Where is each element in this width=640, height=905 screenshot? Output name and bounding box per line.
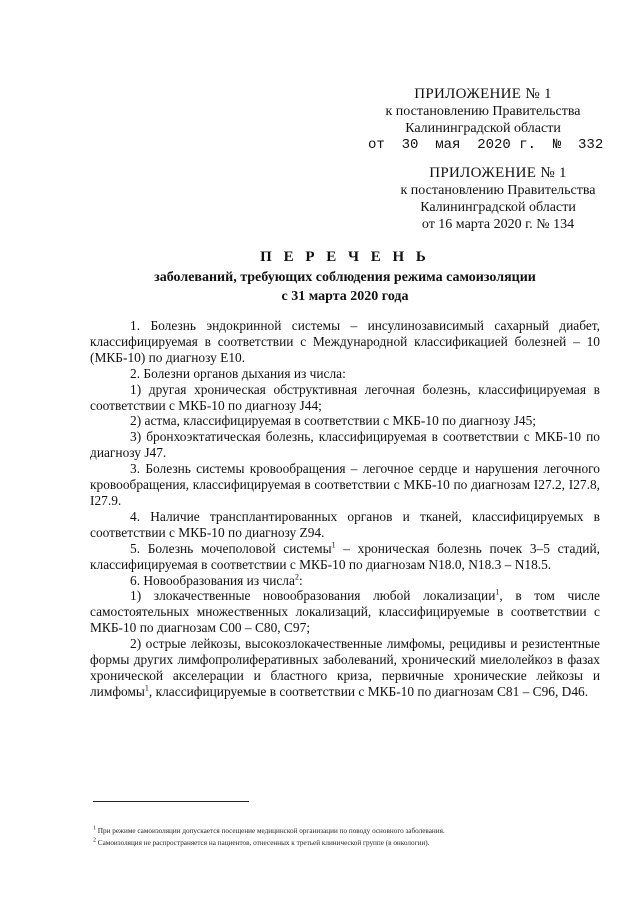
appendix-header-original: [383, 165, 613, 233]
list-item: [90, 573, 600, 589]
item-text: , в том числе самостоятельных множественных локализаций, классифицируемые в соответствии с МКБ-10 по диагнозам С00 – С80, С97;: [90, 588, 600, 636]
title-date: с 31 марта 2020 года: [281, 289, 409, 304]
footnote: [93, 837, 593, 849]
list-item: [90, 588, 600, 636]
appendix-line: к постановлению Правительства: [385, 104, 581, 119]
footnote-text: Самоизоляция не распространяется на пациентов, отнесенных к третьей клинической группе (в онкологии).: [96, 839, 430, 847]
item-text: :: [298, 572, 303, 588]
item-text: 5. Болезнь мочеполовой системы: [130, 540, 332, 556]
disease-list: [90, 318, 600, 700]
footnote-ref: 2: [294, 572, 299, 582]
footnote-mark: 1: [93, 825, 96, 832]
footnote: [93, 825, 593, 837]
footnotes: [93, 825, 593, 849]
footnote-ref: 1: [144, 683, 149, 693]
footnote-text: При режиме самоизоляции допускается посещение медицинской организации по поводу основного заболевания.: [96, 827, 445, 835]
appendix-date-line: от 16 марта 2020 г. № 134: [421, 217, 575, 232]
footnote-divider: [93, 801, 249, 802]
list-item: [90, 636, 600, 700]
list-item: 3) бронхоэктатическая болезнь, классифицируемая в соответствии с МКБ-10 по диагнозу J47.: [90, 429, 600, 461]
list-item: 1) другая хроническая обструктивная легочная болезнь, классифицируемая в соответствии с МКБ-10 по диагнозу J44;: [90, 381, 600, 413]
appendix-line: Калининградской области: [405, 121, 561, 136]
document-title: [90, 246, 600, 306]
footnote-ref: 1: [495, 587, 500, 597]
appendix-title: ПРИЛОЖЕНИЕ № 1: [414, 86, 552, 102]
list-item: 2) астма, классифицируемая в соответствии с МКБ-10 по диагнозу J45;: [130, 413, 536, 429]
item-text: 1) злокачественные новообразования любой локализации: [130, 588, 496, 604]
list-item: [90, 541, 600, 573]
list-item: 4. Наличие трансплантированных органов и тканей, классифицируемых в соответствии с МКБ-10 по диагнозу Z94.: [90, 508, 600, 540]
appendix-line: Калининградской области: [420, 200, 576, 215]
appendix-header-amended: [368, 86, 604, 154]
item-text: 6. Новообразования из числа: [130, 572, 295, 588]
appendix-date-line: от 30 мая 2020 г. № 332: [368, 137, 604, 153]
footnote-mark: 2: [93, 837, 96, 844]
item-text: , классифицируемые в соответствии с МКБ-10 по диагнозам С81 – С96, D46.: [148, 683, 589, 699]
list-item: 1. Болезнь эндокринной системы – инсулинозависимый сахарный диабет, классифицируемая в соответствии с Международной классификацией болезней – 10 (МКБ-10) по диагнозу Е10.: [90, 318, 600, 365]
title-main: П Е Р Е Ч Е Н Ь: [260, 249, 430, 265]
title-subtitle: заболеваний, требующих соблюдения режима самоизоляции: [154, 270, 536, 285]
footnote-ref: 1: [331, 540, 336, 550]
list-item: 3. Болезнь системы кровообращения – легочное сердце и нарушения легочного кровообращения, классифицируемая в соответствии с МКБ-10 по диагнозам I27.2, I27.8, I27.9.: [90, 461, 600, 508]
item-text: 2) острые лейкозы, высокозлокачественные лимфомы, рецидивы и резистентные формы других лимфопролиферативных заболеваний, хронический миелолейкоз в фазах хронической акселерации и бластного криза, первичные хронические лейкозы и лимфомы: [90, 636, 600, 699]
item-text: – хроническая болезнь почек 3–5 стадий, классифицируемая в соответствии с МКБ-10 по диагнозам N18.0, N18.3 – N18.5.: [90, 540, 600, 572]
appendix-line: к постановлению Правительства: [400, 183, 596, 198]
appendix-title: ПРИЛОЖЕНИЕ № 1: [429, 165, 567, 181]
list-item: 2. Болезни органов дыхания из числа:: [130, 365, 346, 381]
